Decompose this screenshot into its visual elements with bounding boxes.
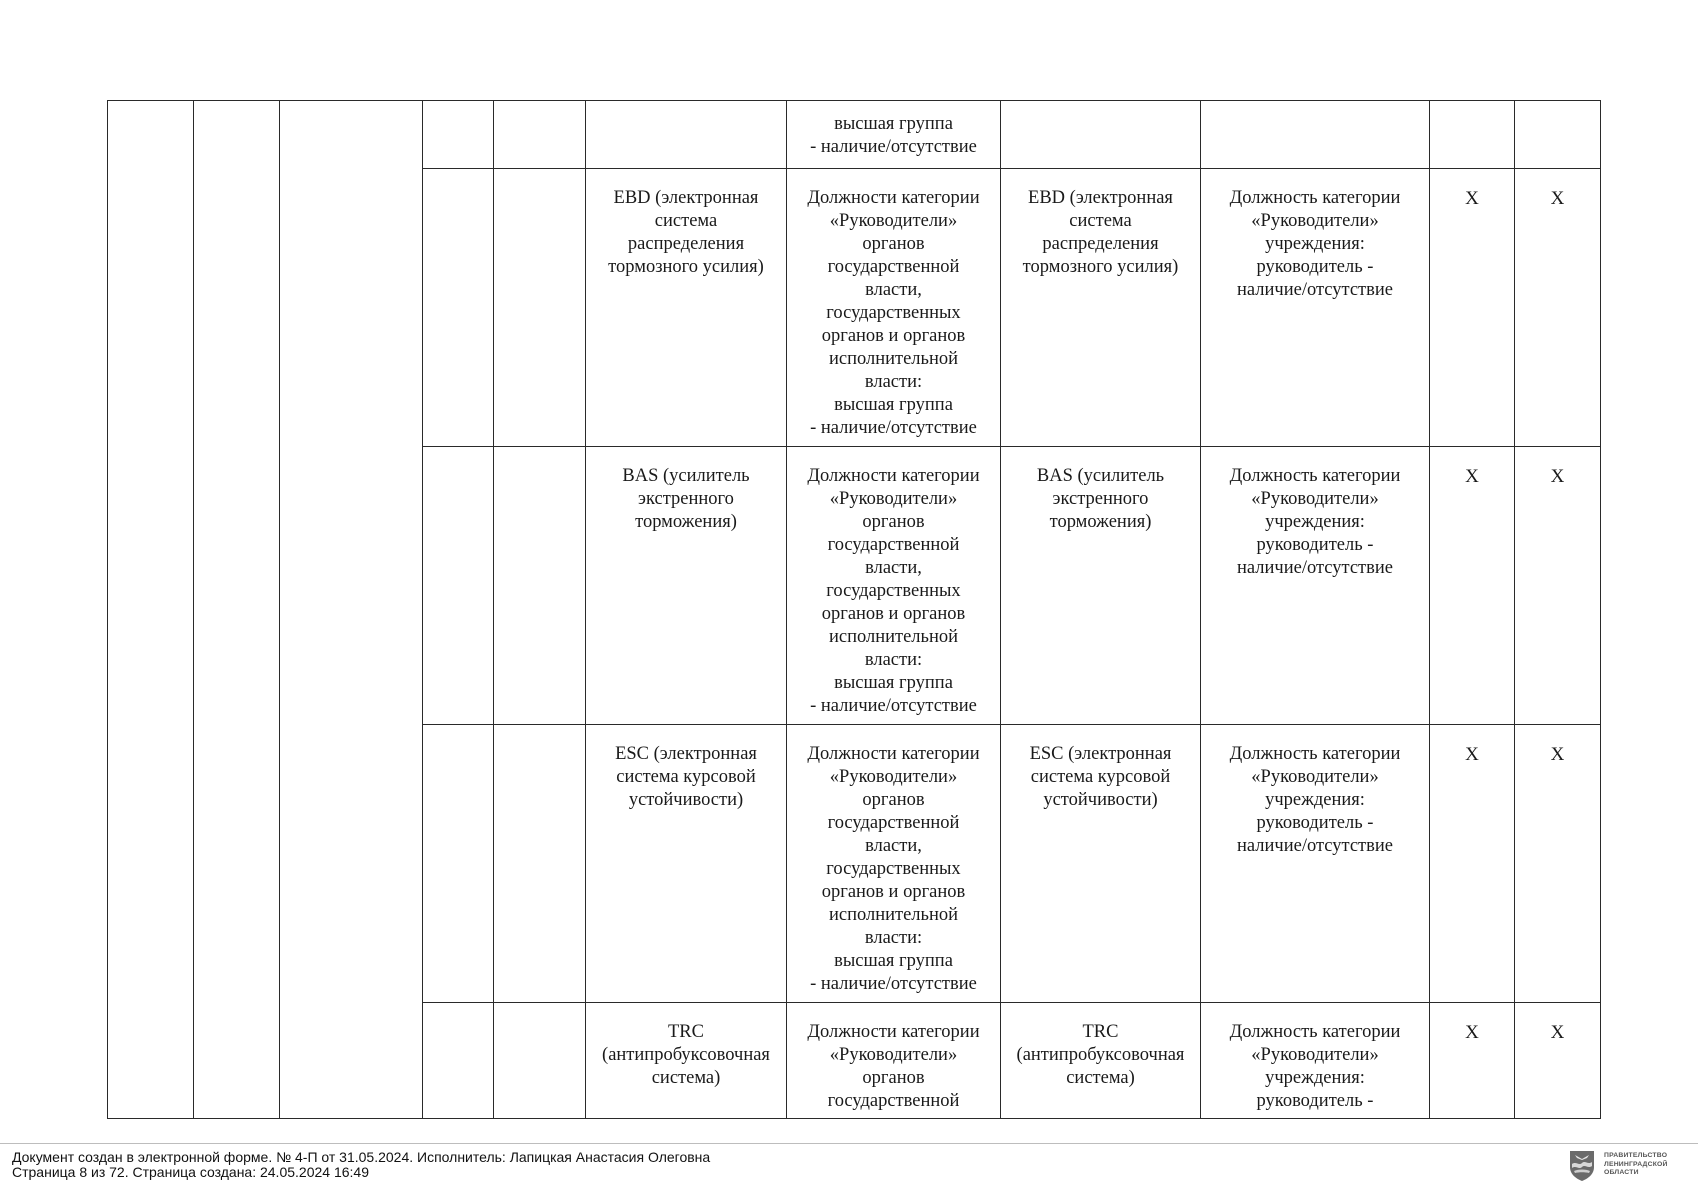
table-row <box>108 101 1601 169</box>
empty-cell-col2 <box>194 101 280 1119</box>
government-logo <box>1569 1150 1689 1182</box>
feature-text: ESC (электронная система курсовой устойчивости) <box>615 744 757 810</box>
feature-text-2: EBD (электронная система распределения тормозного усилия) <box>1022 188 1179 277</box>
feature-text: EBD (электронная система распределения тормозного усилия) <box>608 188 764 277</box>
mark-text: X <box>1465 744 1479 765</box>
mark-cell <box>1430 725 1515 1003</box>
empty-cell <box>494 447 586 725</box>
mark-cell <box>1430 1003 1515 1119</box>
empty-cell <box>494 725 586 1003</box>
position-cell <box>787 447 1001 725</box>
mark-text-2: X <box>1550 1022 1565 1043</box>
logo-text: ПРАВИТЕЛЬСТВО ЛЕНИНГРАДСКОЙ ОБЛАСТИ <box>1604 1152 1668 1176</box>
position-cell <box>787 725 1001 1003</box>
position-text: Должности категории «Руководители» органов государственной власти, государственных органов и органов исполнительной власти: высшая группа - наличие/отсутствие <box>807 466 980 716</box>
mark-text: X <box>1465 466 1479 487</box>
feature-text-2: BAS (усилитель экстренного торможения) <box>1036 466 1165 532</box>
position-text-2: Должность категории «Руководители» учреждения: руководитель - <box>1229 1022 1401 1111</box>
mark-cell-2 <box>1515 1003 1601 1119</box>
position-text-2: Должность категории «Руководители» учреждения: руководитель - наличие/отсутствие <box>1229 188 1401 300</box>
mark-cell <box>1430 169 1515 447</box>
coat-of-arms-icon <box>1569 1150 1595 1182</box>
position-text-2: Должность категории «Руководители» учреждения: руководитель - наличие/отсутствие <box>1229 466 1401 578</box>
position-cell-2 <box>1201 1003 1430 1119</box>
position-cell-2 <box>1201 169 1430 447</box>
feature-cell <box>586 725 787 1003</box>
feature-text: BAS (усилитель экстренного торможения) <box>622 466 750 532</box>
feature-cell-2 <box>1001 169 1201 447</box>
mark-cell-2 <box>1515 447 1601 725</box>
feature-cell <box>586 101 787 169</box>
position-text: Должности категории «Руководители» органов государственной власти, государственных органов и органов исполнительной власти: высшая группа - наличие/отсутствие <box>807 744 980 994</box>
footer-document-info: Документ создан в электронной форме. № 4-П от 31.05.2024. Исполнитель: Лапицкая Анастасия Олеговна <box>12 1149 711 1165</box>
mark-text: X <box>1465 188 1479 209</box>
mark-cell <box>1430 101 1515 169</box>
feature-text-2: ESC (электронная система курсовой устойчивости) <box>1029 744 1172 810</box>
feature-cell <box>586 169 787 447</box>
feature-cell-2 <box>1001 1003 1201 1119</box>
empty-cell <box>423 101 494 169</box>
position-cell-2 <box>1201 101 1430 169</box>
position-text: Должности категории «Руководители» органов государственной власти, государственных органов и органов исполнительной власти: высшая группа - наличие/отсутствие <box>807 188 980 438</box>
empty-cell <box>494 169 586 447</box>
mark-cell-2 <box>1515 725 1601 1003</box>
position-cell-2 <box>1201 447 1430 725</box>
position-text-2: Должность категории «Руководители» учреждения: руководитель - наличие/отсутствие <box>1229 744 1401 856</box>
position-cell <box>787 101 1001 169</box>
feature-cell <box>586 1003 787 1119</box>
feature-cell <box>586 447 787 725</box>
empty-cell <box>494 101 586 169</box>
feature-cell-2 <box>1001 447 1201 725</box>
feature-cell-2 <box>1001 725 1201 1003</box>
empty-cell <box>423 169 494 447</box>
empty-cell <box>423 447 494 725</box>
mark-text-2: X <box>1550 466 1565 487</box>
empty-cell <box>494 1003 586 1119</box>
footer-divider <box>0 1143 1698 1144</box>
empty-cell <box>423 1003 494 1119</box>
position-cell <box>787 169 1001 447</box>
document-table <box>107 100 1601 1119</box>
position-text: Должности категории «Руководители» органов государственной <box>807 1022 980 1111</box>
empty-cell <box>423 725 494 1003</box>
mark-text-2: X <box>1550 744 1565 765</box>
mark-cell-2 <box>1515 169 1601 447</box>
mark-text: X <box>1465 1022 1479 1043</box>
footer-page-info: Страница 8 из 72. Страница создана: 24.05.2024 16:49 <box>12 1164 369 1180</box>
mark-cell-2 <box>1515 101 1601 169</box>
empty-cell-col3 <box>280 101 423 1119</box>
feature-text-2: TRC (антипробуксовочная система) <box>1016 1022 1185 1088</box>
position-cell-2 <box>1201 725 1430 1003</box>
position-text: высшая группа - наличие/отсутствие <box>810 114 977 157</box>
feature-text: TRC (антипробуксовочная система) <box>602 1022 770 1088</box>
empty-cell-col1 <box>108 101 194 1119</box>
mark-text-2: X <box>1550 188 1565 209</box>
feature-cell-2 <box>1001 101 1201 169</box>
position-cell <box>787 1003 1001 1119</box>
mark-cell <box>1430 447 1515 725</box>
